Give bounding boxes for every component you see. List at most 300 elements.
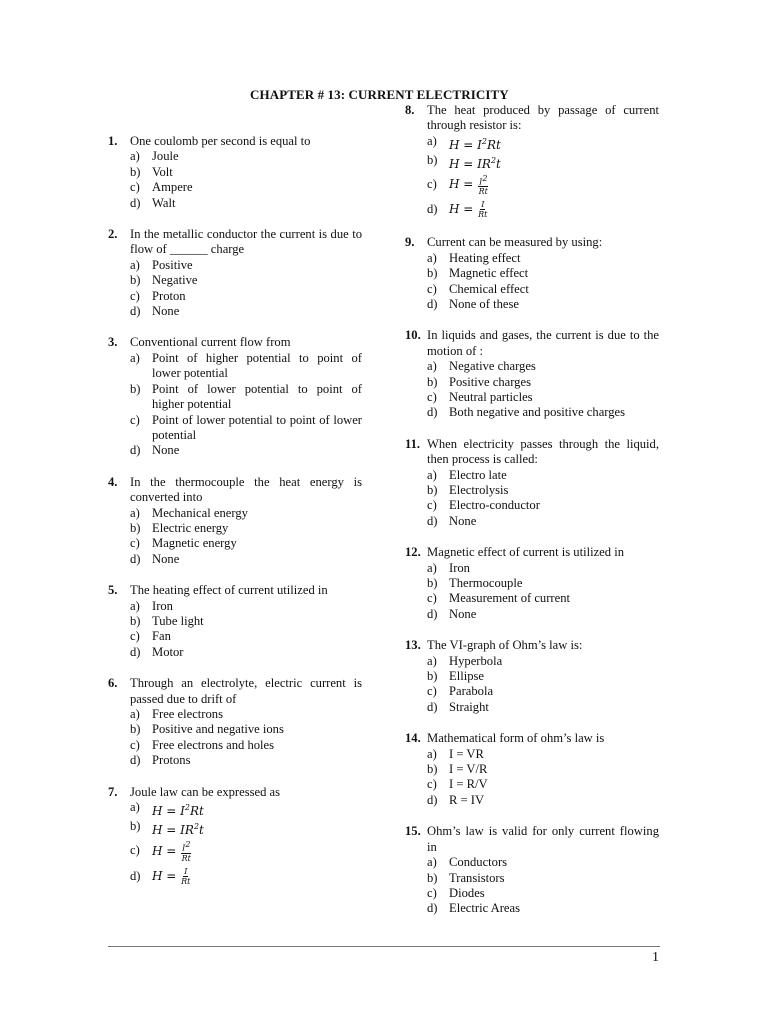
option-letter: c) xyxy=(427,684,437,699)
fraction-numerator xyxy=(478,174,488,188)
option-letter: b) xyxy=(427,482,438,497)
option-letter: d) xyxy=(427,202,438,217)
answer-option xyxy=(130,819,362,838)
option-text xyxy=(449,174,659,197)
option-text: Magnetic effect xyxy=(449,266,529,281)
answer-option xyxy=(130,614,362,629)
formula-symbol: Rt xyxy=(478,187,488,197)
answer-option xyxy=(427,886,659,901)
option-text: I = V/R xyxy=(449,762,488,777)
option-text: None of these xyxy=(449,296,519,311)
formula xyxy=(449,138,501,152)
question-number: 9. xyxy=(405,235,415,250)
option-text: Parabola xyxy=(449,684,494,699)
question-number: 13. xyxy=(405,638,421,653)
option-letter: b) xyxy=(130,164,141,179)
formula-symbol: R xyxy=(184,823,194,838)
fraction-numerator xyxy=(183,867,188,877)
answer-option xyxy=(130,413,362,444)
formula-symbol: H xyxy=(449,157,460,172)
option-text: Electric energy xyxy=(152,520,229,535)
formula-symbol: Rt xyxy=(190,804,204,819)
question-number: 14. xyxy=(405,731,421,746)
option-text: Free electrons xyxy=(152,707,223,721)
option-letter: c) xyxy=(130,629,140,644)
question-text: In the metallic conductor the current is due to flow of ______ charge xyxy=(130,227,362,257)
question xyxy=(405,731,659,808)
option-text: I = VR xyxy=(449,746,484,761)
option-letter: c) xyxy=(427,281,437,296)
option-letter: a) xyxy=(427,359,437,374)
formula-exponent: 2 xyxy=(482,173,488,183)
option-letter: d) xyxy=(427,405,438,420)
question-number: 10. xyxy=(405,328,421,343)
option-text: Straight xyxy=(449,699,489,714)
options-list xyxy=(108,351,362,459)
formula-symbol: H xyxy=(152,843,163,858)
question-header xyxy=(108,785,362,800)
option-text xyxy=(152,866,362,886)
page-title: CHAPTER # 13: CURRENT ELECTRICITY xyxy=(250,87,509,102)
option-letter: b) xyxy=(427,266,438,281)
option-text: Protons xyxy=(152,753,191,768)
option-letter: a) xyxy=(427,653,437,668)
option-text xyxy=(152,819,362,838)
answer-option xyxy=(130,753,362,768)
formula-exponent: 2 xyxy=(184,803,190,813)
answer-option xyxy=(130,536,362,551)
option-text: Positive charges xyxy=(449,374,531,389)
question xyxy=(108,335,362,458)
formula-fraction xyxy=(478,200,487,219)
answer-option xyxy=(130,382,362,413)
fraction-denominator xyxy=(478,210,487,219)
question xyxy=(405,103,659,219)
options-list xyxy=(108,707,362,769)
question-header xyxy=(108,227,362,258)
answer-option xyxy=(427,266,659,281)
options-list xyxy=(405,747,659,809)
question-header xyxy=(405,731,659,746)
formula-exponent: 2 xyxy=(490,156,497,166)
option-letter: c) xyxy=(427,777,437,792)
question xyxy=(108,785,362,886)
formula xyxy=(449,157,501,171)
question-text: In liquids and gases, the current is due to the motion of : xyxy=(427,328,659,358)
answer-option xyxy=(427,871,659,886)
option-text: Conductors xyxy=(449,855,508,870)
option-letter: b) xyxy=(130,520,141,535)
formula-symbol: = xyxy=(459,177,478,192)
answer-option xyxy=(130,629,362,644)
question xyxy=(405,824,659,916)
answer-option xyxy=(130,289,362,304)
formula-fraction xyxy=(478,174,488,197)
formula-symbol: I xyxy=(180,823,185,838)
answer-option xyxy=(130,165,362,180)
formula-symbol: I xyxy=(481,200,485,210)
options-list xyxy=(405,468,659,530)
answer-option xyxy=(130,840,362,863)
option-letter: d) xyxy=(130,304,141,319)
question-number: 4. xyxy=(108,474,118,489)
question-header xyxy=(405,545,659,560)
option-text: Point of lower potential to point of higher potential xyxy=(152,381,362,412)
option-letter: d) xyxy=(427,699,438,714)
answer-option xyxy=(130,738,362,753)
formula-symbol: I xyxy=(477,137,482,152)
answer-option xyxy=(427,359,659,374)
fraction-numerator xyxy=(181,840,191,854)
options-list xyxy=(108,800,362,885)
formula-symbol: = xyxy=(162,804,181,819)
answer-option xyxy=(130,521,362,536)
answer-option xyxy=(427,654,659,669)
formula-exponent: 2 xyxy=(193,822,200,832)
answer-option xyxy=(130,645,362,660)
options-list xyxy=(108,599,362,661)
options-list xyxy=(108,149,362,211)
option-text: Diodes xyxy=(449,885,485,900)
option-text: Transistors xyxy=(449,870,505,885)
question xyxy=(405,545,659,622)
answer-option xyxy=(427,514,659,529)
answer-option xyxy=(130,722,362,737)
question-header xyxy=(108,335,362,350)
question-header xyxy=(108,475,362,506)
option-letter: d) xyxy=(427,513,438,528)
question-header xyxy=(108,134,362,149)
option-letter: d) xyxy=(130,443,141,458)
formula-symbol: = xyxy=(459,137,478,152)
option-letter: d) xyxy=(130,551,141,566)
formula-symbol: I xyxy=(477,157,482,172)
question xyxy=(108,583,362,660)
option-letter: a) xyxy=(130,800,140,815)
question xyxy=(405,638,659,715)
formula xyxy=(152,839,191,863)
formula-symbol: Rt xyxy=(487,137,501,152)
fraction-denominator xyxy=(181,877,190,886)
fraction-denominator xyxy=(182,854,191,863)
question-text: When electricity passes through the liquid, then process is called: xyxy=(427,436,659,467)
question-header xyxy=(405,437,659,468)
formula-symbol: Rt xyxy=(478,210,488,220)
question-text: Joule law can be expressed as xyxy=(130,784,281,799)
fraction-numerator xyxy=(480,200,485,210)
option-letter: b) xyxy=(130,381,141,396)
option-letter: b) xyxy=(427,576,438,590)
answer-option xyxy=(427,855,659,870)
options-list xyxy=(405,561,659,623)
question-number: 2. xyxy=(108,227,118,242)
answer-option xyxy=(427,793,659,808)
options-list xyxy=(405,134,659,219)
answer-option xyxy=(427,251,659,266)
answer-option xyxy=(130,552,362,567)
answer-option xyxy=(427,591,659,606)
option-letter: b) xyxy=(427,669,438,684)
option-text: Electrolysis xyxy=(449,482,509,497)
question-number: 5. xyxy=(108,583,118,598)
formula-symbol: Rt xyxy=(181,876,191,886)
option-text: Neutral particles xyxy=(449,389,533,404)
question-number: 15. xyxy=(405,824,421,839)
page-number: 1 xyxy=(652,950,659,965)
formula-symbol: H xyxy=(449,202,460,217)
answer-option xyxy=(130,149,362,164)
question-text: The heating effect of current utilized in xyxy=(130,583,328,598)
option-text: Joule xyxy=(152,149,179,164)
answer-option xyxy=(427,700,659,715)
fraction-denominator xyxy=(479,187,488,196)
option-text xyxy=(449,134,659,153)
answer-option xyxy=(130,506,362,521)
option-letter: a) xyxy=(130,257,140,272)
option-text: Hyperbola xyxy=(449,653,503,668)
option-letter: c) xyxy=(427,389,437,404)
answer-option xyxy=(427,777,659,792)
option-letter: c) xyxy=(130,180,140,195)
question-number: 1. xyxy=(108,134,118,148)
formula-symbol: = xyxy=(459,157,478,172)
option-text: Positive and negative ions xyxy=(152,722,284,737)
option-text: Ellipse xyxy=(449,669,484,684)
question-text: The heat produced by passage of current through resistor is: xyxy=(427,103,659,133)
question xyxy=(108,475,362,567)
formula-symbol: R xyxy=(481,157,491,172)
formula xyxy=(152,866,191,886)
options-list xyxy=(405,654,659,716)
footer-rule xyxy=(108,946,660,947)
question-header xyxy=(405,824,659,855)
formula-symbol: = xyxy=(162,843,181,858)
option-text: Tube light xyxy=(152,613,204,628)
formula-symbol: H xyxy=(152,804,163,819)
option-text: Negative xyxy=(152,273,198,288)
option-letter: a) xyxy=(130,598,140,613)
answer-option xyxy=(427,684,659,699)
option-letter: c) xyxy=(130,842,140,857)
option-text: Point of higher potential to point of lower potential xyxy=(152,350,362,381)
answer-option xyxy=(130,273,362,288)
option-letter: b) xyxy=(427,762,438,777)
formula xyxy=(152,823,204,837)
formula-symbol: = xyxy=(162,868,181,883)
formula-symbol: = xyxy=(459,202,478,217)
option-text: Chemical effect xyxy=(449,281,529,296)
formula-symbol: I xyxy=(479,177,483,187)
question-number: 7. xyxy=(108,784,118,799)
option-text: I = R/V xyxy=(449,777,488,792)
option-text: Negative charges xyxy=(449,359,536,374)
option-letter: a) xyxy=(427,855,437,870)
option-text: Magnetic energy xyxy=(152,536,237,551)
formula-symbol: H xyxy=(152,868,163,883)
option-letter: a) xyxy=(427,746,437,761)
option-letter: d) xyxy=(130,868,141,883)
question-header xyxy=(405,235,659,250)
option-letter: c) xyxy=(427,498,437,513)
answer-option xyxy=(427,901,659,916)
options-list xyxy=(405,359,659,421)
formula-symbol: Rt xyxy=(181,853,191,863)
question xyxy=(405,328,659,420)
answer-option xyxy=(427,282,659,297)
answer-option xyxy=(427,669,659,684)
option-letter: a) xyxy=(130,149,140,164)
option-text: Electro late xyxy=(449,467,507,482)
question-number: 12. xyxy=(405,545,421,560)
answer-option xyxy=(427,153,659,172)
question xyxy=(405,235,659,312)
answer-option xyxy=(427,498,659,513)
question-text: One coulomb per second is equal to xyxy=(130,134,311,148)
answer-option xyxy=(427,199,659,219)
option-text: Motor xyxy=(152,644,184,659)
option-letter: c) xyxy=(130,288,140,303)
answer-option xyxy=(427,607,659,622)
answer-option xyxy=(427,390,659,405)
answer-option xyxy=(427,405,659,420)
option-text: Iron xyxy=(152,598,173,613)
answer-option xyxy=(427,762,659,777)
formula-symbol: = xyxy=(162,823,181,838)
answer-option xyxy=(130,800,362,819)
options-list xyxy=(405,251,659,313)
answer-option xyxy=(427,468,659,483)
question-header xyxy=(108,583,362,598)
option-letter: a) xyxy=(427,133,437,148)
answer-option xyxy=(130,196,362,211)
question-text: Conventional current flow from xyxy=(130,335,291,350)
question-header xyxy=(405,638,659,653)
answer-option xyxy=(130,599,362,614)
option-letter: a) xyxy=(427,467,437,482)
answer-option xyxy=(130,707,362,722)
option-text: Walt xyxy=(152,195,176,210)
option-text: Point of lower potential to point of lower potential xyxy=(152,412,362,442)
option-text: None xyxy=(449,606,477,621)
option-text: Heating effect xyxy=(449,250,521,265)
formula-exponent: 2 xyxy=(185,839,191,849)
option-letter: d) xyxy=(130,753,141,768)
option-letter: d) xyxy=(427,606,438,621)
option-text: Measurement of current xyxy=(449,591,570,606)
answer-option xyxy=(427,174,659,197)
answer-option xyxy=(130,351,362,382)
answer-option xyxy=(130,443,362,458)
option-text: Electric Areas xyxy=(449,901,520,916)
option-text: Volt xyxy=(152,164,173,179)
formula-exponent: 2 xyxy=(481,136,487,146)
answer-option xyxy=(427,297,659,312)
option-letter: c) xyxy=(130,536,140,551)
formula-symbol: H xyxy=(449,177,460,192)
option-text: Proton xyxy=(152,288,186,303)
option-letter: a) xyxy=(130,707,140,721)
option-text xyxy=(449,199,659,219)
formula-symbol: I xyxy=(182,843,186,853)
options-list xyxy=(405,855,659,917)
options-list xyxy=(108,506,362,568)
question-number: 8. xyxy=(405,103,415,117)
option-letter: c) xyxy=(427,176,437,191)
formula-symbol: H xyxy=(449,137,460,152)
question-text: Magnetic effect of current is utilized in xyxy=(427,545,624,560)
option-letter: b) xyxy=(130,819,141,834)
formula xyxy=(449,173,488,197)
answer-option xyxy=(427,134,659,153)
option-letter: d) xyxy=(427,296,438,311)
right-column xyxy=(405,103,659,917)
answer-option xyxy=(130,258,362,273)
question xyxy=(108,134,362,211)
left-column xyxy=(108,134,362,889)
answer-option xyxy=(130,866,362,886)
option-text: None xyxy=(152,443,180,458)
option-text: Mechanical energy xyxy=(152,505,248,520)
option-letter: a) xyxy=(130,505,140,520)
question-text: Through an electrolyte, electric current is passed due to drift of xyxy=(130,676,362,706)
answer-option xyxy=(130,304,362,319)
answer-option xyxy=(427,561,659,576)
option-letter: d) xyxy=(130,644,141,659)
option-text xyxy=(449,153,659,172)
option-text: Thermocouple xyxy=(449,576,523,590)
option-letter: d) xyxy=(427,792,438,807)
option-letter: b) xyxy=(427,870,438,885)
option-letter: d) xyxy=(427,901,438,916)
option-text: Electro-conductor xyxy=(449,498,540,513)
option-letter: a) xyxy=(427,250,437,265)
question-header xyxy=(405,103,659,134)
option-letter: b) xyxy=(130,722,141,737)
question-text: In the thermocouple the heat energy is converted into xyxy=(130,474,362,505)
option-letter: a) xyxy=(130,350,140,365)
formula-symbol: H xyxy=(152,823,163,838)
option-letter: c) xyxy=(130,737,140,752)
formula xyxy=(449,200,488,220)
question-number: 11. xyxy=(405,436,421,451)
question xyxy=(405,437,659,529)
option-text: Positive xyxy=(152,257,193,272)
option-text: Fan xyxy=(152,629,171,644)
question-text: Ohm’s law is valid for only current flowing in xyxy=(427,824,659,854)
option-letter: c) xyxy=(427,591,437,606)
option-text: R = IV xyxy=(449,792,485,807)
question-header xyxy=(405,328,659,359)
formula-fraction xyxy=(181,840,191,863)
formula-symbol: t xyxy=(496,157,501,172)
question-text: The VI-graph of Ohm’s law is: xyxy=(427,638,583,653)
answer-option xyxy=(427,375,659,390)
option-letter: c) xyxy=(427,885,437,900)
option-letter: b) xyxy=(130,273,141,288)
option-letter: c) xyxy=(130,412,140,427)
option-text: None xyxy=(152,551,180,566)
option-letter: d) xyxy=(130,195,141,210)
option-letter: a) xyxy=(427,560,437,575)
formula-fraction xyxy=(181,867,190,886)
answer-option xyxy=(427,483,659,498)
option-text: Ampere xyxy=(152,180,193,195)
formula xyxy=(152,804,204,818)
option-text: Both negative and positive charges xyxy=(449,405,626,420)
question-header xyxy=(108,676,362,707)
option-text: Iron xyxy=(449,560,470,575)
options-list xyxy=(108,258,362,320)
